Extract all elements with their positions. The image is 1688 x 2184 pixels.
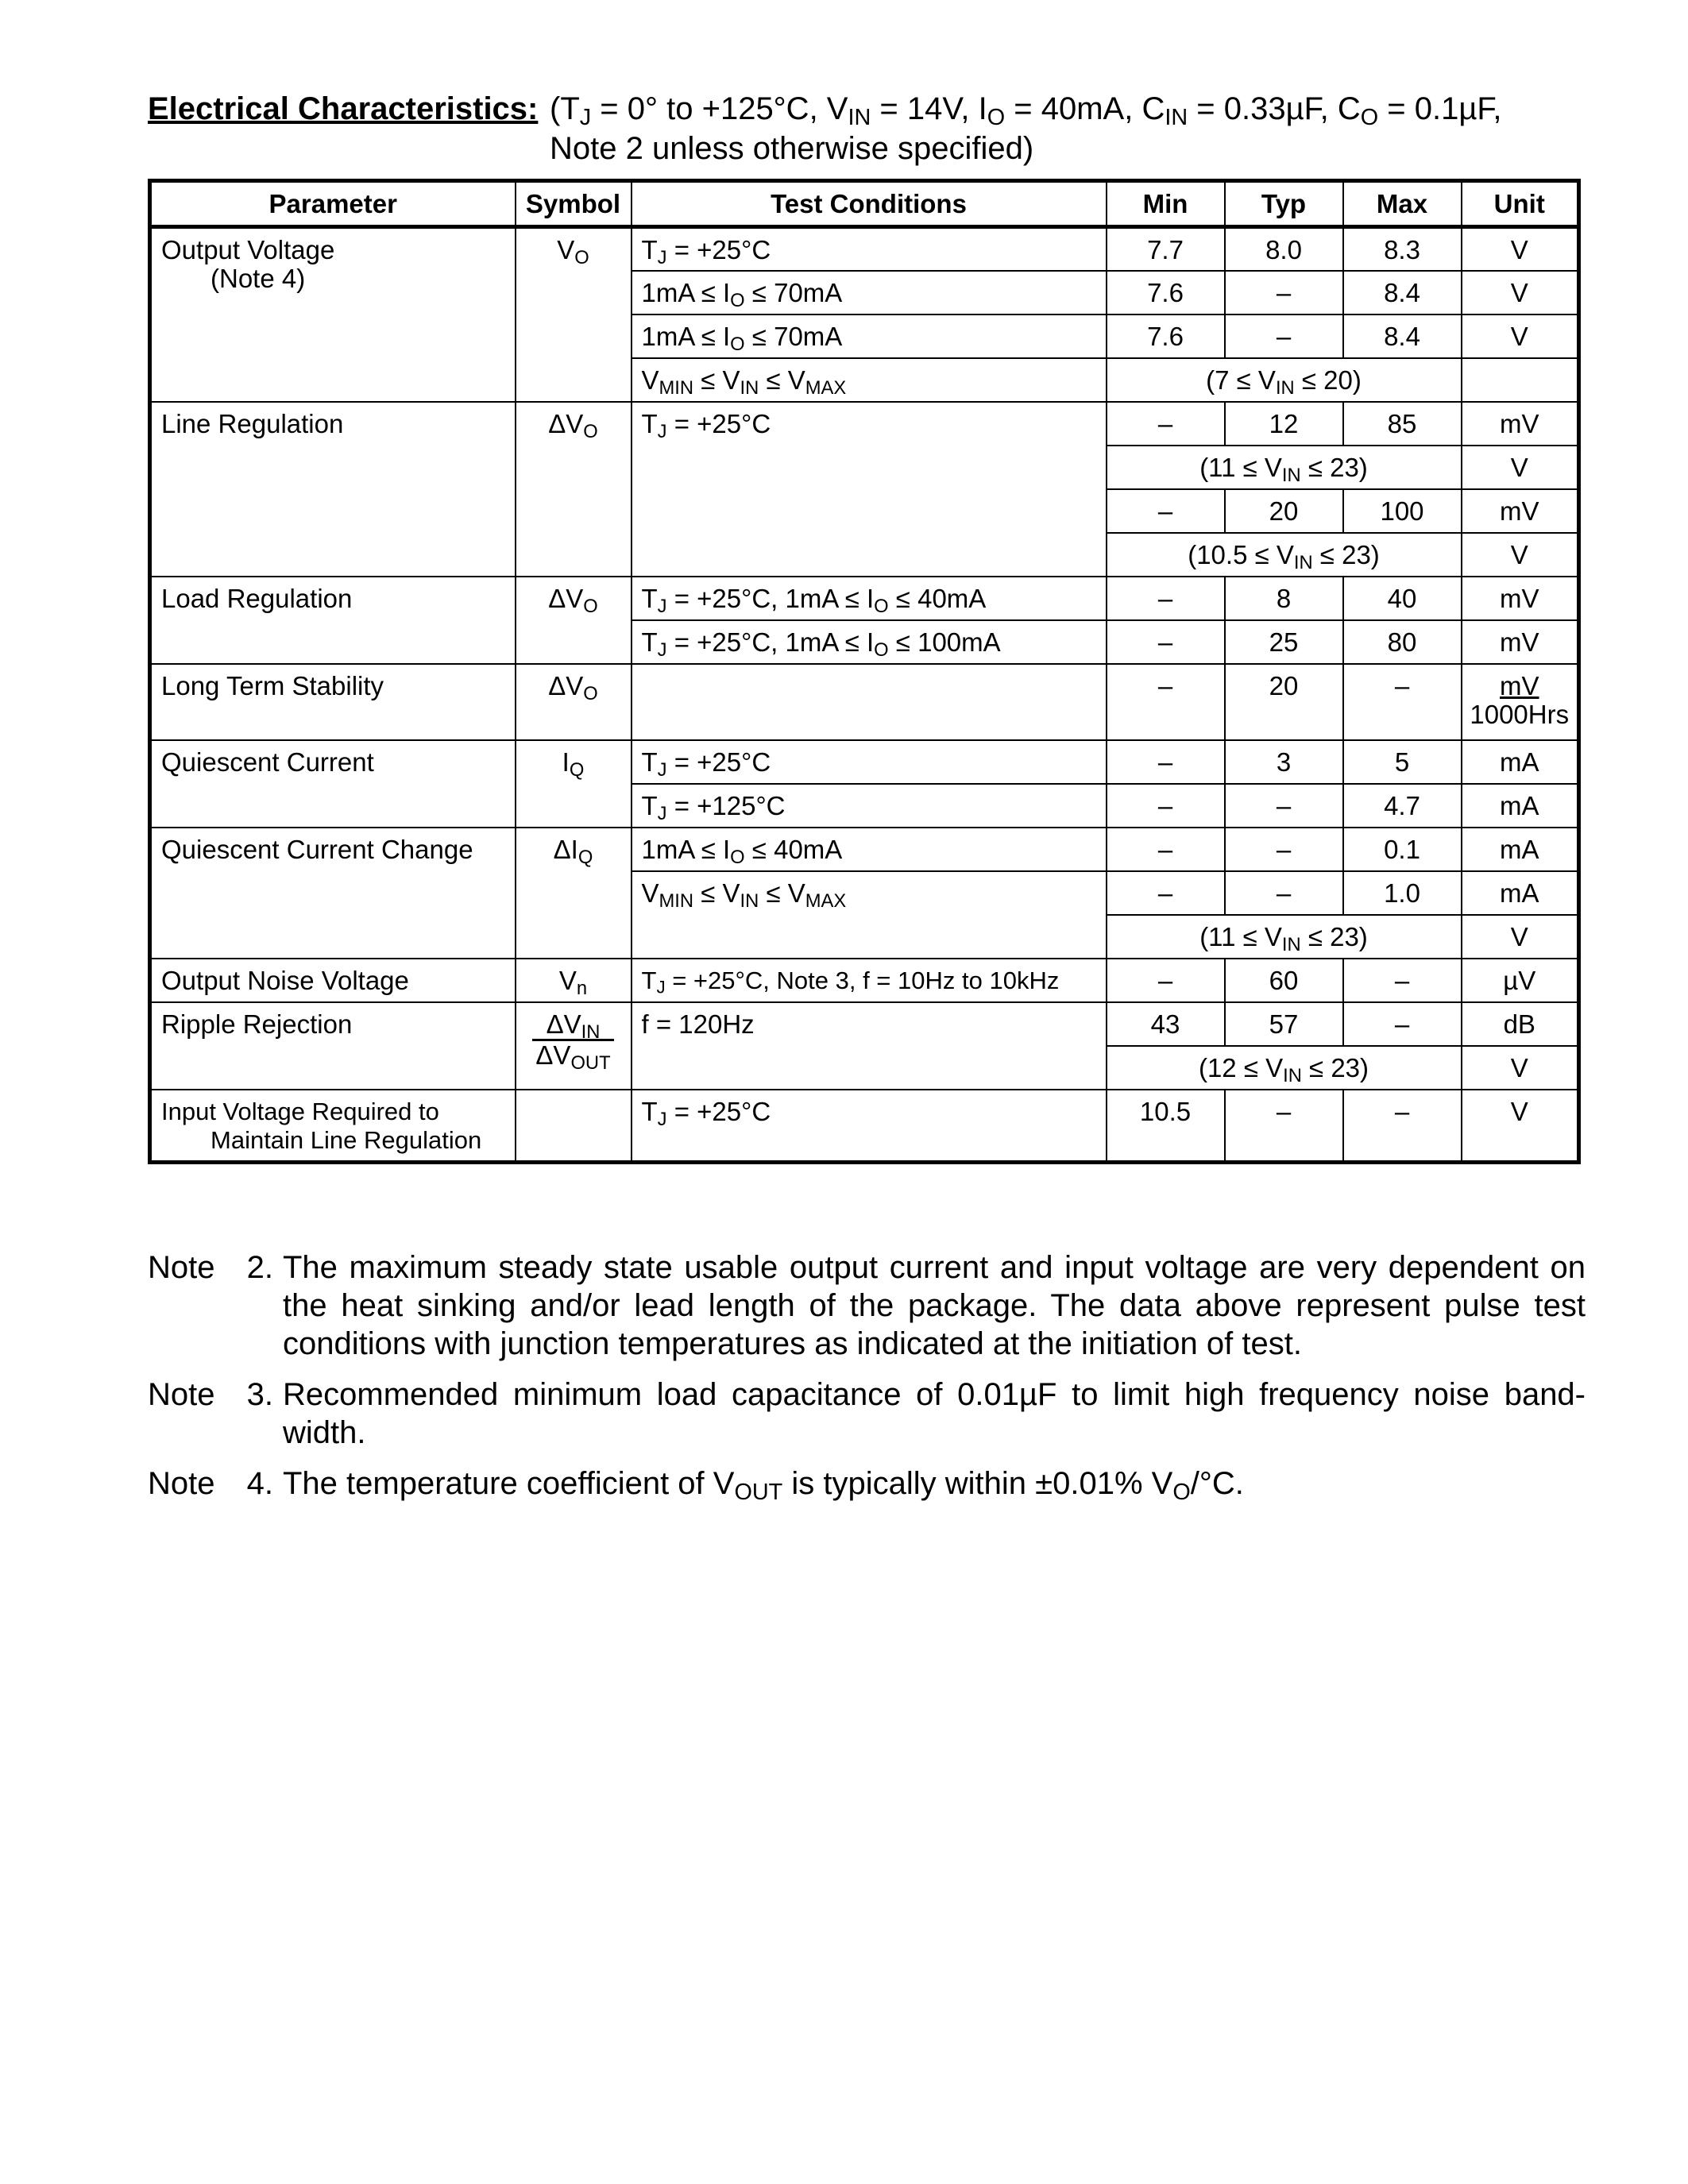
conditions-cell: $T_J = +25^\circ C$ [632, 402, 1107, 577]
conditions-cell: f = 120Hz [632, 1002, 1107, 1090]
symbol-cell: $\Delta V_O$ [516, 402, 632, 577]
unit-cell: mV [1462, 489, 1579, 533]
symbol-cell: $V_O$ [516, 227, 632, 402]
conditions-cell-empty [632, 664, 1107, 740]
note-label: Note [148, 1466, 215, 1501]
range-cell: $(7 \le V_{IN} \le 20)$ [1107, 358, 1462, 402]
note-4 [148, 1464, 1586, 1506]
range-cell: $(11 \le V_{IN} \le 23)$ [1107, 446, 1462, 489]
param-output-voltage: Output Voltage (Note 4) [150, 227, 516, 402]
param-ripple-rejection: Ripple Rejection [150, 1002, 516, 1090]
unit-cell: V [1462, 314, 1579, 358]
symbol-cell: $V_n$ [516, 959, 632, 1002]
min-cell: – [1107, 784, 1225, 828]
param-load-regulation: Load Regulation [150, 577, 516, 664]
min-cell: 10.5 [1107, 1090, 1225, 1163]
max-cell: – [1343, 1090, 1462, 1163]
max-cell: – [1343, 664, 1462, 740]
heading-title: Electrical Characteristics: [148, 91, 539, 126]
typ-cell: 8 [1225, 577, 1343, 620]
unit-cell-empty [1462, 358, 1579, 402]
table-row [150, 740, 1579, 784]
conditions-cell: $1mA \le I_O \le 70mA$ [632, 271, 1107, 314]
typ-cell: 3 [1225, 740, 1343, 784]
note-number: 3. [246, 1377, 273, 1412]
typ-cell: – [1225, 1090, 1343, 1163]
max-cell: 100 [1343, 489, 1462, 533]
typ-cell: – [1225, 314, 1343, 358]
unit-cell: V [1462, 915, 1579, 959]
conditions-cell: $T_J = +25^\circ C$ [632, 1090, 1107, 1163]
max-cell: 80 [1343, 620, 1462, 664]
electrical-characteristics-table [148, 179, 1581, 1164]
symbol-cell: $\Delta I_Q$ [516, 828, 632, 959]
param-quiescent-current: Quiescent Current [150, 740, 516, 828]
typ-cell: 25 [1225, 620, 1343, 664]
unit-cell: V [1462, 533, 1579, 577]
max-cell: 8.4 [1343, 271, 1462, 314]
table-row [150, 227, 1579, 271]
unit-cell: mA [1462, 784, 1579, 828]
min-cell: – [1107, 828, 1225, 871]
note-label: Note [148, 1377, 215, 1412]
conditions-cell: $T_J = +25^\circ C$ [632, 227, 1107, 271]
min-cell: – [1107, 620, 1225, 664]
unit-cell: mV [1462, 402, 1579, 446]
heading-conditions-line2: Note 2 unless otherwise specified) [550, 131, 1034, 166]
unit-cell: V [1462, 446, 1579, 489]
table-row [150, 828, 1579, 871]
param-quiescent-current-change: Quiescent Current Change [150, 828, 516, 959]
unit-cell: V [1462, 1090, 1579, 1163]
unit-cell: mA [1462, 871, 1579, 915]
range-cell: $(11 \le V_{IN} \le 23)$ [1107, 915, 1462, 959]
min-cell: – [1107, 664, 1225, 740]
max-cell: 1.0 [1343, 871, 1462, 915]
col-header-parameter: Parameter [150, 181, 516, 227]
min-cell: – [1107, 402, 1225, 446]
heading-conditions-line1: ($T_J = 0^\circ$ to +125°C, $V_{IN} = 14V$, $I_O = 40mA$, $C_{IN} = 0.33\mu F$, $C_O = 0.1\mu F$, [550, 91, 1502, 131]
table-row [150, 577, 1579, 620]
conditions-cell: $T_J = +25^\circ C$, $1mA \le I_O \le 40mA$ [632, 577, 1107, 620]
typ-cell: – [1225, 828, 1343, 871]
col-header-unit: Unit [1462, 181, 1579, 227]
min-cell: – [1107, 577, 1225, 620]
table-row [150, 1090, 1579, 1163]
unit-cell: mV [1462, 577, 1579, 620]
max-cell: 8.3 [1343, 227, 1462, 271]
col-header-typ: Typ [1225, 181, 1343, 227]
param-line-regulation: Line Regulation [150, 402, 516, 577]
notes-section [148, 1248, 1586, 1515]
unit-cell: V [1462, 1046, 1579, 1090]
unit-cell: mV 1000Hrs [1462, 664, 1579, 740]
symbol-cell: $\frac{\Delta V_{IN}}{\Delta V_{OUT}}$ [516, 1002, 632, 1090]
max-cell: 40 [1343, 577, 1462, 620]
range-cell: $(12 \le V_{IN} \le 23)$ [1107, 1046, 1462, 1090]
table-row [150, 664, 1579, 740]
min-cell: 7.6 [1107, 314, 1225, 358]
max-cell: 5 [1343, 740, 1462, 784]
symbol-cell-empty [516, 1090, 632, 1163]
note-3 [148, 1376, 1586, 1452]
unit-cell: µV [1462, 959, 1579, 1002]
typ-cell: 8.0 [1225, 227, 1343, 271]
typ-cell: – [1225, 271, 1343, 314]
param-long-term-stability: Long Term Stability [150, 664, 516, 740]
conditions-cell: $T_J = +125^\circ C$ [632, 784, 1107, 828]
max-cell: 8.4 [1343, 314, 1462, 358]
unit-cell: mA [1462, 828, 1579, 871]
max-cell: 85 [1343, 402, 1462, 446]
param-input-voltage-required: Input Voltage Required to Maintain Line Regulation [150, 1090, 516, 1163]
conditions-cell: $1mA \le I_O \le 40mA$ [632, 828, 1107, 871]
typ-cell: 60 [1225, 959, 1343, 1002]
conditions-cell: $1mA \le I_O \le 70mA$ [632, 314, 1107, 358]
typ-cell: – [1225, 784, 1343, 828]
max-cell: 0.1 [1343, 828, 1462, 871]
table-row [150, 1002, 1579, 1046]
conditions-cell: $V_{MIN} \le V_{IN} \le V_{MAX}$ [632, 358, 1107, 402]
min-cell: – [1107, 489, 1225, 533]
note-label: Note [148, 1250, 215, 1285]
max-cell: – [1343, 959, 1462, 1002]
table-row [150, 402, 1579, 446]
col-header-symbol: Symbol [516, 181, 632, 227]
typ-cell: 20 [1225, 664, 1343, 740]
note-2 [148, 1248, 1586, 1363]
typ-cell: 57 [1225, 1002, 1343, 1046]
section-heading [148, 89, 1578, 168]
min-cell: – [1107, 740, 1225, 784]
typ-cell: – [1225, 871, 1343, 915]
typ-cell: 12 [1225, 402, 1343, 446]
conditions-cell: $T_J = +25^\circ C$ [632, 740, 1107, 784]
table-header-row [150, 181, 1579, 227]
symbol-cell: $\Delta V_O$ [516, 664, 632, 740]
col-header-max: Max [1343, 181, 1462, 227]
max-cell: 4.7 [1343, 784, 1462, 828]
conditions-cell: $T_J = +25^\circ C$, $1mA \le I_O \le 100mA$ [632, 620, 1107, 664]
note-text: Recommended minimum load capacitance of 0.01µF to limit high frequency noise band-width. [283, 1377, 1586, 1450]
symbol-cell: $\Delta V_O$ [516, 577, 632, 664]
note-text: The maximum steady state usable output current and input voltage are very dependent on the heat sinking and/or lead length of the package. The data above represent pulse test conditions with junction temperatures as indicated at the initiation of test. [283, 1250, 1586, 1361]
note-number: 4. [246, 1466, 273, 1501]
conditions-cell: $V_{MIN} \le V_{IN} \le V_{MAX}$ [632, 871, 1107, 959]
max-cell: – [1343, 1002, 1462, 1046]
note-number: 2. [246, 1250, 273, 1285]
unit-cell: V [1462, 227, 1579, 271]
typ-cell: 20 [1225, 489, 1343, 533]
min-cell: – [1107, 871, 1225, 915]
param-output-noise-voltage: Output Noise Voltage [150, 959, 516, 1002]
symbol-cell: $I_Q$ [516, 740, 632, 828]
min-cell: 7.7 [1107, 227, 1225, 271]
min-cell: 7.6 [1107, 271, 1225, 314]
note-text: The temperature coefficient of $V_{OUT}$ is typically within ±0.01% $V_O/^\circ C$. [283, 1466, 1244, 1506]
unit-cell: mA [1462, 740, 1579, 784]
unit-cell: mV [1462, 620, 1579, 664]
table-row [150, 959, 1579, 1002]
unit-cell: dB [1462, 1002, 1579, 1046]
col-header-min: Min [1107, 181, 1225, 227]
min-cell: – [1107, 959, 1225, 1002]
conditions-cell: $T_J = +25^\circ C$, Note 3, f = 10Hz to 10kHz [632, 959, 1107, 1002]
min-cell: 43 [1107, 1002, 1225, 1046]
range-cell: $(10.5 \le V_{IN} \le 23)$ [1107, 533, 1462, 577]
col-header-test-conditions: Test Conditions [632, 181, 1107, 227]
unit-cell: V [1462, 271, 1579, 314]
